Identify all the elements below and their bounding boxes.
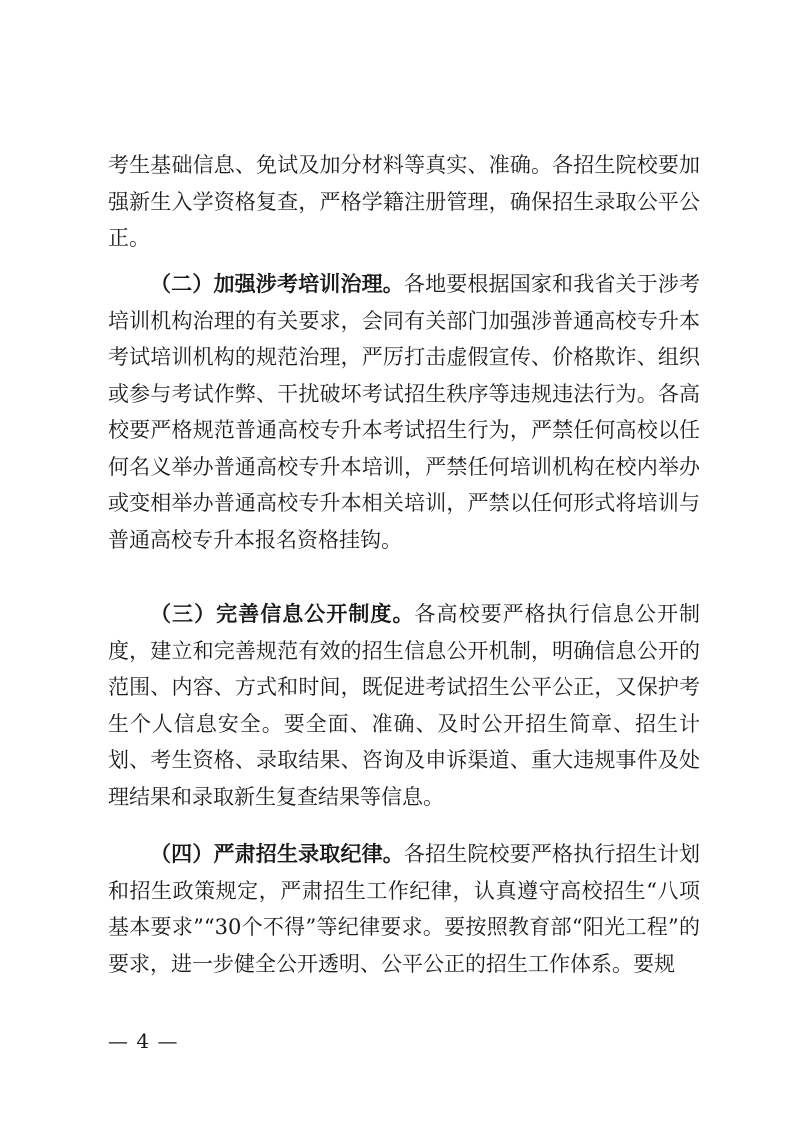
paragraph-1-body: 考生基础信息、免试及加分材料等真实、准确。各招生院校要加强新生入学资格复查，严格学籍注册管理，确保招生录取公平公正。 <box>108 153 700 250</box>
paragraph-3-heading: （三）完善信息公开制度。 <box>150 601 415 626</box>
paragraph-1 <box>108 147 700 257</box>
page-number: — 4 — <box>108 1029 179 1053</box>
paragraph-3 <box>108 596 700 815</box>
paragraph-2-body: 各地要根据国家和我省关于涉考培训机构治理的有关要求，会同有关部门加强涉普通高校专升本考试培训机构的规范治理，严厉打击虚假宣传、价格欺诈、组织或参与考试作弊、干扰破坏考试招生秩序等违规违法行为。各高校要严格规范普通高校专升本考试招生行为，严禁任何高校以任何名义举办普通高校专升本培训，严禁任何培训机构在校内举办或变相举办普通高校专升本相关培训，严禁以任何形式将培训与普通高校专升本报名资格挂钩。 <box>108 272 701 552</box>
paragraph-3-body: 各高校要严格执行信息公开制度，建立和完善规范有效的招生信息公开机制，明确信息公开的范围、内容、方式和时间，既促进考试招生公平公正，又保护考生个人信息安全。要全面、准确、及时公开招生简章、招生计划、考生资格、录取结果、咨询及申诉渠道、重大违规事件及处理结果和录取新生复查结果等信息。 <box>108 602 700 809</box>
paragraph-4 <box>108 836 700 982</box>
paragraph-4-body: 各招生院校要严格执行招生计划和招生政策规定，严肃招生工作纪律，认真遵守高校招生“八项基本要求”“30个不得”等纪律要求。要按照教育部“阳光工程”的要求，进一步健全公开透明、公平公正的招生工作体系。要规 <box>108 842 701 976</box>
paragraph-2 <box>108 266 700 558</box>
paragraph-2-heading: （二）加强涉考培训治理。 <box>150 271 404 296</box>
paragraph-4-heading: （四）严肃招生录取纪律。 <box>150 841 404 866</box>
